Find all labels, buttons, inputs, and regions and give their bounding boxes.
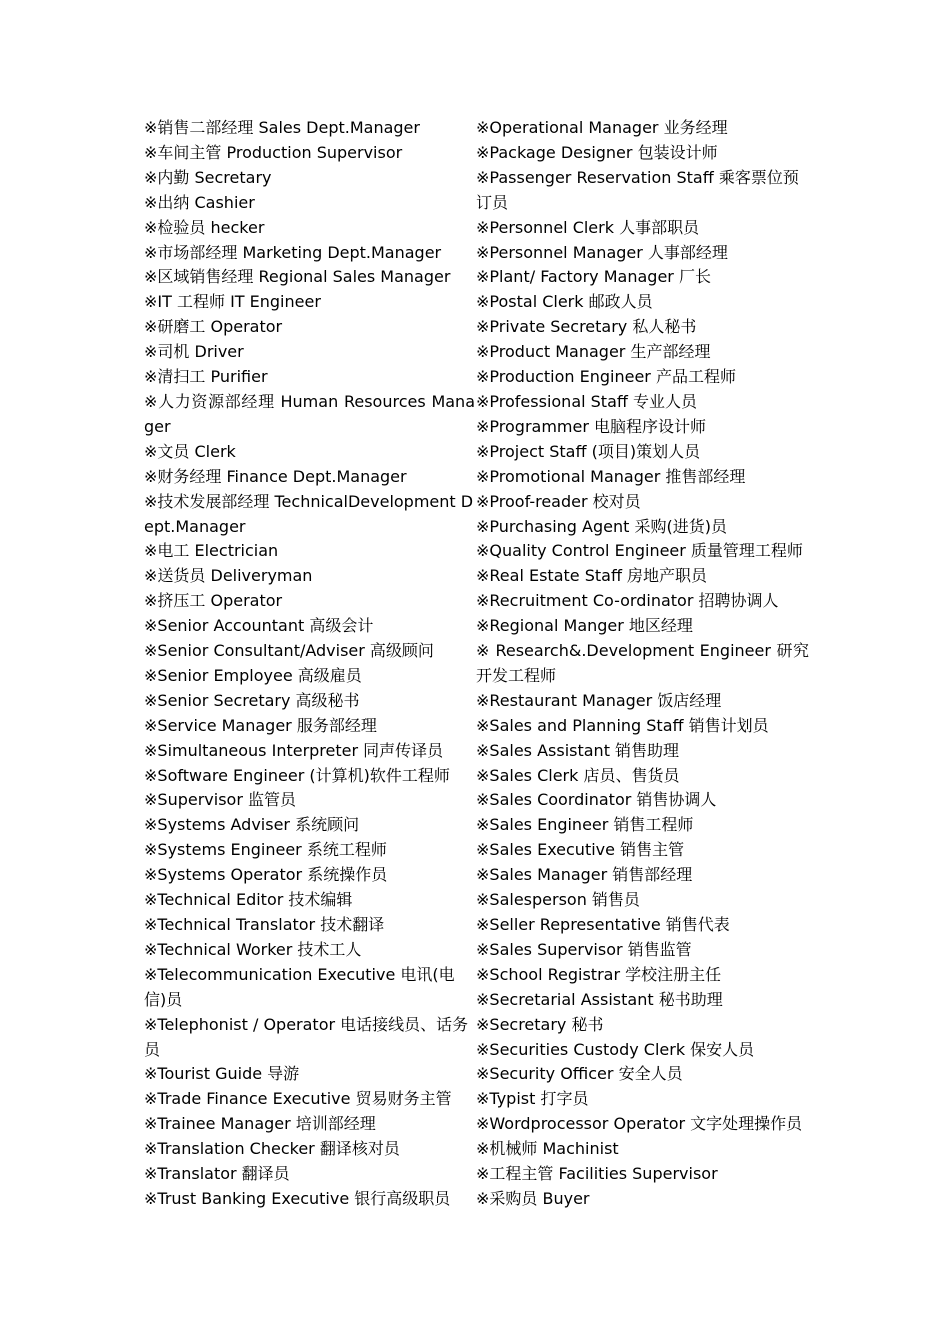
- job-title-entry: ※Product Manager 生产部经理: [476, 342, 711, 362]
- job-title-entry: ※Supervisor 监管员: [144, 790, 296, 810]
- job-title-entry: ※Technical Translator 技术翻译: [144, 915, 385, 934]
- job-title-entry: ※Restaurant Manager 饭店经理: [476, 690, 722, 710]
- job-title-entry: ※Senior Accountant 高级会计: [144, 616, 374, 636]
- job-title-entry: ※Trust Banking Executive 银行高级职员: [144, 1188, 451, 1208]
- job-title-entry: ※文员 Clerk: [144, 441, 236, 461]
- job-title-entry: ※Technical Worker 技术工人: [144, 939, 362, 959]
- job-title-entry: ※School Registrar 学校注册主任: [476, 964, 722, 984]
- job-title-entry: ※电工 Electrician: [144, 541, 279, 561]
- job-title-entry: ※Regional Manger 地区经理: [476, 616, 693, 636]
- job-title-entry: ※财务经理 Finance Dept.Manager: [144, 466, 407, 486]
- job-title-entry: ※Passenger Reservation Staff 乘客票位预订员: [476, 167, 799, 212]
- job-title-entry: ※Personnel Clerk 人事部职员: [476, 217, 700, 237]
- job-title-entry: ※Translator 翻译员: [144, 1164, 290, 1184]
- job-title-entry: ※Systems Operator 系统操作员: [144, 865, 388, 885]
- job-title-entry: ※研磨工 Operator: [144, 317, 283, 337]
- left-column: [144, 116, 475, 1212]
- job-title-entry: ※Quality Control Engineer 质量管理工程师: [476, 541, 803, 561]
- job-title-entry: ※Programmer 电脑程序设计师: [476, 416, 707, 436]
- job-title-entry: ※Software Engineer (计算机)软件工程师: [144, 765, 450, 785]
- job-title-entry: ※Security Officer 安全人员: [476, 1064, 683, 1084]
- job-title-entry: ※Trade Finance Executive 贸易财务主管: [144, 1089, 452, 1109]
- job-title-entry: ※出纳 Cashier: [144, 192, 255, 212]
- job-title-entry: ※机械师 Machinist: [476, 1139, 619, 1159]
- job-title-entry: ※Purchasing Agent 采购(进货)员: [476, 516, 727, 536]
- job-title-entry: ※采购员 Buyer: [476, 1188, 590, 1208]
- job-title-entry: ※Systems Engineer 系统工程师: [144, 840, 387, 860]
- job-title-entry: ※Telecommunication Executive 电讯(电信)员: [144, 964, 455, 1009]
- job-title-entry: ※Senior Consultant/Adviser 高级顾问: [144, 641, 434, 661]
- job-title-entry: ※司机 Driver: [144, 342, 244, 362]
- job-title-entry: ※Tourist Guide 导游: [144, 1064, 300, 1084]
- job-title-entry: ※ Research&.Development Engineer 研究开发工程师: [476, 641, 809, 685]
- job-title-entry: ※Recruitment Co-ordinator 招聘协调人: [476, 591, 779, 611]
- job-title-entry: ※Service Manager 服务部经理: [144, 715, 377, 735]
- job-title-entry: ※Senior Secretary 高级秘书: [144, 690, 360, 710]
- job-title-entry: ※车间主管 Production Supervisor: [144, 142, 403, 162]
- job-title-entry: ※Sales Executive 销售主管: [476, 840, 685, 860]
- job-title-entry: ※Promotional Manager 推售部经理: [476, 466, 746, 486]
- job-title-entry: ※Sales Clerk 店员、售货员: [476, 765, 680, 785]
- job-title-entry: ※Sales Engineer 销售工程师: [476, 815, 694, 835]
- job-title-entry: ※Sales Coordinator 销售协调人: [476, 790, 717, 810]
- job-title-entry: ※销售二部经理 Sales Dept.Manager: [144, 118, 420, 137]
- job-title-entry: ※IT 工程师 IT Engineer: [144, 292, 321, 312]
- job-title-entry: ※Wordprocessor Operator 文字处理操作员: [476, 1114, 803, 1134]
- job-title-entry: ※检验员 hecker: [144, 217, 265, 237]
- job-title-entry: ※技术发展部经理 TechnicalDevelopment Dept.Manager: [144, 491, 474, 536]
- job-title-entry: ※Seller Representative 销售代表: [476, 915, 730, 934]
- job-title-entry: ※市场部经理 Marketing Dept.Manager: [144, 242, 442, 262]
- job-title-entry: ※Securities Custody Clerk 保安人员: [476, 1039, 755, 1059]
- job-title-entry: ※Operational Manager 业务经理: [476, 118, 728, 137]
- job-title-entry: ※内勤 Secretary: [144, 167, 272, 187]
- job-title-entry: ※Package Designer 包装设计师: [476, 142, 718, 162]
- job-title-entry: ※Telephonist / Operator 电话接线员、话务员: [144, 1014, 469, 1059]
- job-title-entry: ※Trainee Manager 培训部经理: [144, 1114, 376, 1134]
- right-column: [476, 116, 809, 1212]
- job-title-entry: ※Secretary 秘书: [476, 1014, 604, 1034]
- job-title-entry: ※送货员 Deliveryman: [144, 566, 313, 586]
- job-title-entry: ※工程主管 Facilities Supervisor: [476, 1164, 718, 1184]
- job-title-entry: ※Plant/ Factory Manager 厂长: [476, 267, 711, 287]
- job-title-entry: ※Technical Editor 技术编辑: [144, 890, 353, 910]
- job-title-entry: ※Sales Supervisor 销售监管: [476, 939, 692, 959]
- job-title-entry: ※挤压工 Operator: [144, 591, 283, 611]
- job-title-entry: ※清扫工 Purifier: [144, 367, 268, 387]
- job-title-entry: ※Sales and Planning Staff 销售计划员: [476, 715, 769, 735]
- job-title-entry: ※Proof-reader 校对员: [476, 491, 641, 511]
- job-title-entry: ※Project Staff (项目)策划人员: [476, 441, 701, 461]
- job-title-entry: ※Real Estate Staff 房地产职员: [476, 566, 708, 586]
- job-title-entry: ※Systems Adviser 系统顾问: [144, 815, 360, 835]
- job-title-entry: ※Salesperson 销售员: [476, 890, 640, 910]
- job-title-entry: ※Senior Employee 高级雇员: [144, 665, 362, 685]
- job-title-entry: ※Personnel Manager 人事部经理: [476, 242, 728, 262]
- job-title-entry: ※区域销售经理 Regional Sales Manager: [144, 267, 451, 287]
- job-title-entry: ※人力资源部经理 Human Resources Manager: [144, 391, 475, 436]
- job-title-entry: ※Typist 打字员: [476, 1089, 589, 1109]
- job-title-entry: ※Sales Manager 销售部经理: [476, 865, 693, 885]
- job-title-entry: ※Sales Assistant 销售助理: [476, 740, 680, 760]
- job-title-entry: ※Secretarial Assistant 秘书助理: [476, 989, 723, 1009]
- job-title-entry: ※Postal Clerk 邮政人员: [476, 292, 653, 312]
- job-title-entry: ※Simultaneous Interpreter 同声传译员: [144, 740, 444, 760]
- job-title-entry: ※Production Engineer 产品工程师: [476, 367, 736, 387]
- job-title-entry: ※Private Secretary 私人秘书: [476, 317, 697, 337]
- job-title-entry: ※Translation Checker 翻译核对员: [144, 1139, 400, 1159]
- job-title-entry: ※Professional Staff 专业人员: [476, 391, 697, 411]
